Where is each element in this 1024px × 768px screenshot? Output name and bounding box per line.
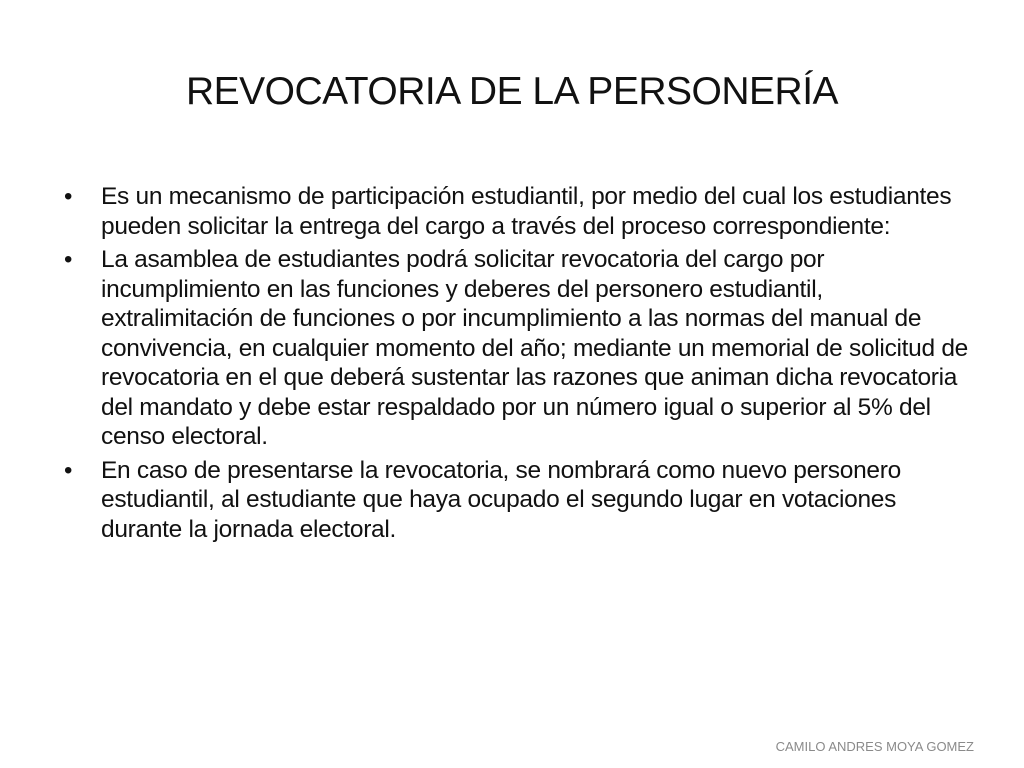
bullet-dot-icon: • xyxy=(63,246,73,273)
slide-title: REVOCATORIA DE LA PERSONERÍA xyxy=(185,70,839,113)
footer-author: CAMILO ANDRES MOYA GOMEZ xyxy=(775,739,974,754)
bullet-item xyxy=(58,456,978,545)
bullet-dot-icon: • xyxy=(63,456,73,484)
bullet-item xyxy=(58,182,978,241)
bullet-text: La asamblea de estudiantes podrá solicitar revocatoria del cargo por incumplimiento en las funciones y deberes del personero estudiantil, extralimitación de funciones o por incumplimiento a las normas del manual de convivencia, en cualquier momento del año; mediante un memorial de solicitud de revocatoria en el que deberá sustentar las razones que animan dicha revocatoria del mandato y debe estar respaldado por un número igual o superior al 5% del censo electoral. xyxy=(101,246,968,450)
bullet-dot-icon: • xyxy=(63,183,73,210)
bullet-text: En caso de presentarse la revocatoria, se nombrará como nuevo personero estudiantil, al estudiante que haya ocupado el segundo lugar en votaciones durante la jornada electoral. xyxy=(101,456,901,543)
bullet-item xyxy=(58,245,978,452)
bullet-list xyxy=(58,182,978,548)
bullet-text: Es un mecanismo de participación estudiantil, por medio del cual los estudiantes pueden solicitar la entrega del cargo a través del proceso correspondiente: xyxy=(101,183,952,240)
